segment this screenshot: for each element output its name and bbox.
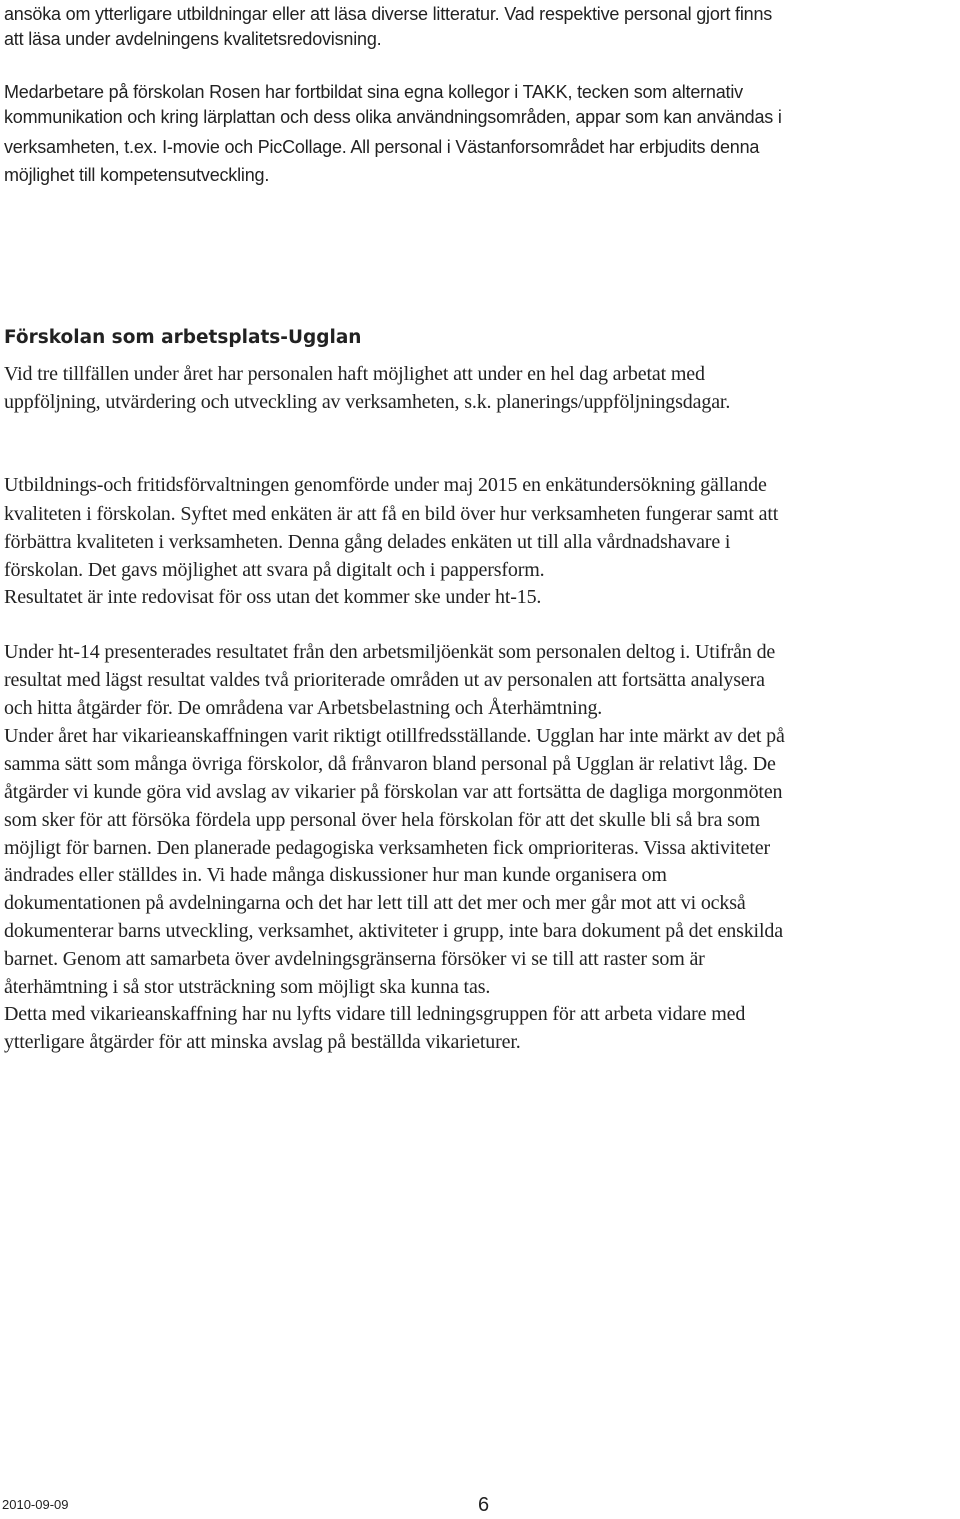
rosen-line-2: kommunikation och kring lärplattan och dess olika användningsområden, appar som kan användas i	[4, 107, 782, 127]
work-line-11: dokumenterar barns utveckling, verksamhet, aktiviteter i grupp, inte bara dokument på det enskilda	[4, 920, 783, 942]
work-line-6: åtgärder vi kunde göra vid avslag av vikarier på förskolan var att fortsätta de dagliga morgonmöten	[4, 781, 783, 803]
work-line-9: ändrades eller ställdes in. Vi hade många diskussioner hur man kunde organisera om	[4, 864, 667, 886]
work-line-14: Detta med vikarieanskaffning har nu lyfts vidare till ledningsgruppen för att arbeta vidare med	[4, 1003, 746, 1025]
work-line-7: som sker för att försöka fördela upp personal över hela förskolan för att det skulle bli så bra som	[4, 809, 761, 831]
work-line-8: möjligt för barnen. Den planerade pedagogiska verksamheten fick omprioriteras. Vissa aktiviteter	[4, 837, 770, 859]
work-line-13: återhämtning i så stor utsträckning som möjligt ska kunna tas.	[4, 976, 491, 998]
days-line-2: uppföljning, utvärdering och utveckling av verksamheten, s.k. planerings/uppföljningsdagar.	[4, 391, 731, 413]
intro-line-1: ansöka om ytterligare utbildningar eller att läsa diverse litteratur. Vad respektive personal gjort finns	[4, 4, 773, 24]
page-number: 6	[478, 1494, 490, 1516]
survey-line-3: förbättra kvaliteten i verksamheten. Denna gång delades enkäten ut till alla vårdnadshavare i	[4, 531, 731, 553]
work-line-4: Under året har vikarieanskaffningen varit riktigt otillfredsställande. Ugglan har inte märkt av det på	[4, 725, 785, 747]
work-line-10: dokumentationen på avdelningarna och det har lett till att det mer och mer går mot att vi också	[4, 892, 746, 914]
work-line-3: och hitta åtgärder för. De områdena var Arbetsbelastning och Återhämtning.	[4, 697, 603, 719]
survey-line-5: Resultatet är inte redovisat för oss utan det kommer ske under ht-15.	[4, 586, 542, 608]
work-line-5: samma sätt som många övriga förskolor, då frånvaron bland personal på Ugglan är relativt låg. De	[4, 753, 776, 775]
footer-date: 2010-09-09	[2, 1497, 69, 1512]
survey-line-1: Utbildnings-och fritidsförvaltningen genomförde under maj 2015 en enkätundersökning gällande	[4, 474, 767, 496]
rosen-line-3: verksamheten, t.ex. I-movie och PicCollage. All personal i Västanforsområdet har erbjudits denna	[4, 137, 760, 157]
rosen-line-1: Medarbetare på förskolan Rosen har fortbildat sina egna kollegor i TAKK, tecken som alternativ	[4, 82, 743, 102]
work-line-2: resultat med lägst resultat valdes två prioriterade områden ut av personalen att fortsätta analysera	[4, 669, 765, 691]
rosen-line-4: möjlighet till kompetensutveckling.	[4, 165, 270, 185]
intro-line-2: att läsa under avdelningens kvalitetsredovisning.	[4, 29, 382, 49]
days-line-1: Vid tre tillfällen under året har personalen haft möjlighet att under en hel dag arbetat med	[4, 363, 705, 385]
work-line-1: Under ht-14 presenterades resultatet från den arbetsmiljöenkät som personalen deltog i. Utifrån de	[4, 641, 776, 663]
section-heading: Förskolan som arbetsplats-Ugglan	[4, 327, 362, 348]
survey-line-4: förskolan. Det gavs möjlighet att svara på digitalt och i pappersform.	[4, 559, 545, 581]
survey-line-2: kvaliteten i förskolan. Syftet med enkäten är att få en bild över hur verksamheten fungerar samt att	[4, 503, 779, 525]
work-line-15: ytterligare åtgärder för att minska avslag på beställda vikarieturer.	[4, 1031, 521, 1053]
work-line-12: barnet. Genom att samarbeta över avdelningsgränserna försöker vi se till att raster som är	[4, 948, 705, 970]
